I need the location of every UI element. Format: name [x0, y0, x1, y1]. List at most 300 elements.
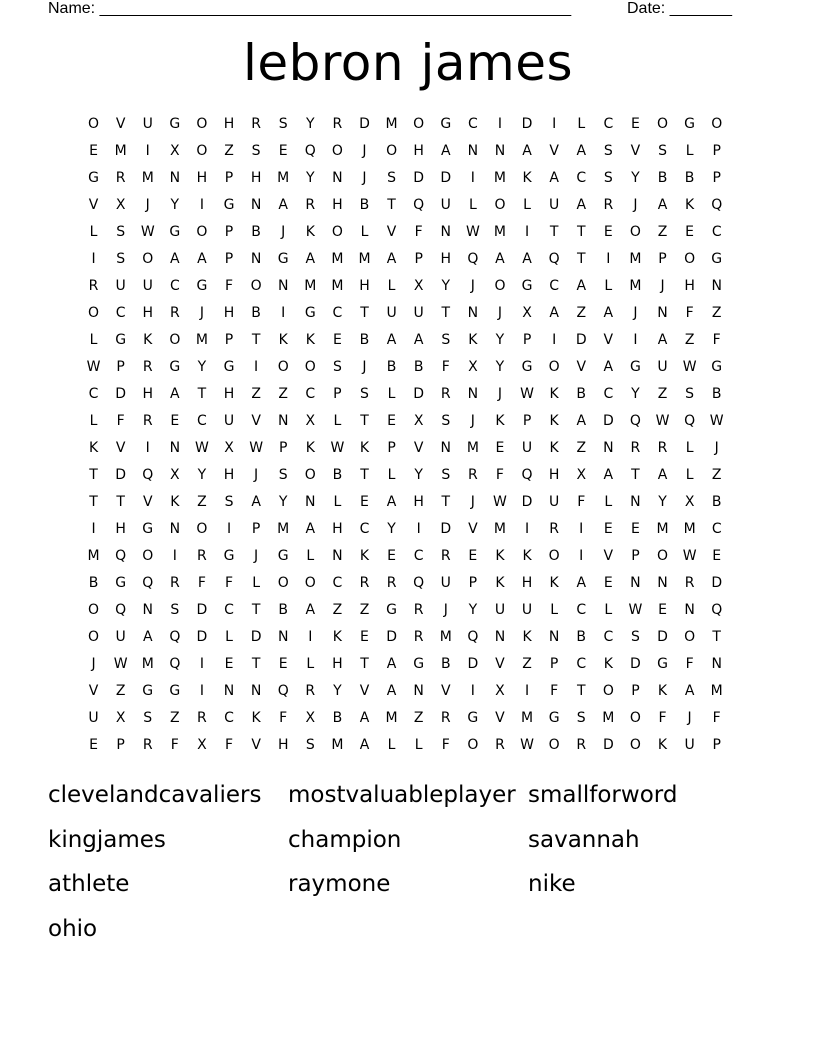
- grid-letter: U: [88, 710, 99, 726]
- header-row: [48, 0, 748, 20]
- grid-letter: J: [443, 602, 448, 618]
- word-bank-item: raymone: [288, 871, 391, 897]
- grid-letter: H: [115, 521, 126, 537]
- grid-letter: S: [224, 494, 234, 510]
- grid-letter: M: [331, 278, 344, 294]
- grid-letter: L: [685, 440, 694, 456]
- grid-row: [80, 707, 736, 734]
- grid-letter: R: [413, 602, 424, 618]
- grid-letter: O: [277, 575, 289, 591]
- grid-letter: R: [495, 737, 505, 753]
- grid-letter: R: [88, 278, 99, 294]
- grid-letter: Q: [169, 629, 181, 645]
- grid-letter: Y: [197, 359, 207, 375]
- grid-letter: N: [467, 305, 479, 321]
- grid-letter: C: [603, 116, 614, 132]
- grid-letter: S: [251, 143, 261, 159]
- grid-letter: A: [305, 521, 316, 537]
- grid-letter: X: [522, 305, 532, 321]
- grid-letter: E: [89, 737, 98, 753]
- grid-letter: K: [657, 683, 668, 699]
- grid-row: [80, 140, 736, 167]
- grid-letter: R: [657, 440, 668, 456]
- grid-letter: L: [604, 494, 613, 510]
- grid-letter: H: [332, 197, 343, 213]
- grid-letter: T: [360, 413, 369, 429]
- grid-letter: X: [684, 494, 695, 510]
- grid-letter: I: [470, 170, 475, 186]
- grid-letter: O: [250, 278, 262, 294]
- grid-letter: T: [549, 224, 559, 240]
- grid-letter: X: [170, 467, 180, 483]
- grid-letter: I: [199, 656, 204, 672]
- grid-letter: M: [277, 170, 290, 186]
- grid-letter: A: [386, 494, 397, 510]
- grid-letter: T: [197, 386, 207, 402]
- grid-letter: O: [467, 737, 479, 753]
- grid-letter: Q: [304, 143, 316, 159]
- grid-row: [80, 329, 736, 356]
- name-field-label[interactable]: Name: _____________________________________________________: [48, 0, 572, 17]
- grid-letter: Q: [629, 413, 641, 429]
- letter-grid: [80, 113, 736, 761]
- grid-letter: H: [332, 656, 343, 672]
- grid-letter: S: [116, 251, 126, 267]
- grid-letter: F: [495, 467, 504, 483]
- grid-letter: V: [603, 332, 614, 348]
- grid-letter: W: [682, 548, 697, 564]
- grid-letter: I: [497, 116, 503, 132]
- grid-letter: D: [196, 602, 208, 618]
- grid-letter: L: [333, 413, 342, 429]
- grid-letter: A: [359, 737, 370, 753]
- grid-letter: P: [468, 575, 478, 591]
- grid-letter: R: [549, 521, 559, 537]
- grid-letter: M: [602, 710, 615, 726]
- grid-letter: M: [385, 116, 398, 132]
- grid-letter: K: [278, 332, 288, 348]
- grid-letter: L: [89, 224, 98, 240]
- grid-letter: Q: [115, 602, 127, 618]
- grid-letter: R: [332, 116, 343, 132]
- grid-letter: F: [712, 332, 721, 348]
- date-field-label[interactable]: Date: _______: [627, 0, 732, 17]
- grid-letter: R: [359, 575, 370, 591]
- grid-letter: I: [91, 521, 96, 537]
- grid-letter: Y: [278, 494, 288, 510]
- grid-letter: W: [330, 440, 345, 456]
- grid-letter: L: [333, 494, 342, 510]
- grid-letter: U: [549, 197, 560, 213]
- grid-letter: U: [142, 116, 153, 132]
- grid-letter: F: [224, 278, 234, 294]
- grid-letter: E: [630, 521, 640, 537]
- grid-letter: R: [169, 575, 180, 591]
- grid-letter: E: [360, 629, 369, 645]
- grid-letter: O: [629, 224, 641, 240]
- grid-letter: Y: [306, 116, 315, 132]
- grid-letter: S: [143, 710, 153, 726]
- grid-letter: W: [249, 440, 264, 456]
- grid-letter: T: [576, 251, 586, 267]
- grid-letter: B: [576, 386, 587, 402]
- grid-letter: C: [603, 386, 614, 402]
- grid-letter: R: [142, 413, 153, 429]
- grid-letter: E: [603, 224, 613, 240]
- grid-letter: R: [197, 710, 207, 726]
- grid-letter: F: [712, 710, 721, 726]
- grid-letter: C: [603, 629, 614, 645]
- grid-letter: I: [145, 143, 150, 159]
- grid-letter: O: [548, 737, 560, 753]
- grid-letter: G: [223, 548, 235, 564]
- grid-letter: G: [277, 251, 289, 267]
- grid-letter: M: [439, 629, 452, 645]
- grid-letter: Y: [387, 521, 396, 537]
- grid-letter: N: [494, 143, 506, 159]
- grid-row: [80, 464, 736, 491]
- grid-letter: N: [332, 170, 343, 186]
- grid-letter: B: [657, 170, 668, 186]
- grid-letter: G: [711, 359, 723, 375]
- grid-letter: K: [359, 548, 370, 564]
- grid-letter: C: [467, 116, 478, 132]
- grid-letter: N: [467, 386, 479, 402]
- grid-letter: J: [362, 170, 367, 186]
- grid-row: [80, 113, 736, 140]
- grid-letter: P: [522, 413, 532, 429]
- grid-letter: L: [550, 602, 559, 618]
- grid-letter: B: [332, 467, 343, 483]
- grid-letter: D: [657, 629, 668, 645]
- grid-letter: Q: [277, 683, 289, 699]
- grid-letter: Y: [631, 170, 640, 186]
- grid-letter: J: [633, 197, 638, 213]
- grid-letter: Z: [170, 710, 180, 726]
- grid-letter: P: [387, 440, 396, 456]
- grid-letter: R: [440, 386, 451, 402]
- grid-letter: G: [657, 656, 668, 672]
- grid-letter: E: [170, 413, 180, 429]
- grid-letter: N: [494, 629, 506, 645]
- grid-letter: O: [304, 359, 316, 375]
- grid-letter: Z: [657, 224, 668, 240]
- grid-letter: I: [416, 521, 421, 537]
- grid-letter: V: [468, 521, 478, 537]
- grid-letter: N: [440, 224, 451, 240]
- grid-letter: B: [359, 197, 370, 213]
- grid-letter: P: [224, 224, 234, 240]
- grid-letter: J: [633, 305, 638, 321]
- grid-letter: R: [684, 575, 695, 591]
- grid-row: [80, 653, 736, 680]
- grid-letter: F: [170, 737, 179, 753]
- grid-letter: G: [629, 359, 641, 375]
- grid-letter: A: [522, 143, 532, 159]
- grid-letter: U: [494, 602, 506, 618]
- grid-letter: J: [362, 359, 367, 375]
- grid-letter: L: [360, 224, 369, 240]
- grid-letter: P: [333, 386, 342, 402]
- grid-row: [80, 248, 736, 275]
- grid-letter: V: [630, 143, 641, 159]
- grid-letter: P: [658, 251, 667, 267]
- puzzle-title: lebron james: [242, 34, 574, 92]
- grid-letter: X: [197, 737, 207, 753]
- grid-letter: E: [360, 494, 369, 510]
- grid-letter: R: [142, 737, 153, 753]
- grid-letter: C: [549, 278, 560, 294]
- grid-letter: P: [631, 548, 640, 564]
- grid-letter: V: [88, 197, 99, 213]
- word-bank-item: kingjames: [48, 826, 166, 853]
- grid-letter: R: [467, 467, 478, 483]
- grid-letter: R: [440, 548, 451, 564]
- grid-letter: X: [305, 710, 316, 726]
- grid-letter: E: [630, 116, 640, 132]
- grid-letter: P: [116, 359, 125, 375]
- grid-letter: N: [603, 440, 614, 456]
- grid-letter: F: [224, 737, 234, 753]
- grid-letter: Z: [711, 467, 722, 483]
- grid-letter: K: [657, 737, 668, 753]
- grid-letter: L: [685, 467, 694, 483]
- grid-row: [80, 626, 736, 653]
- grid-letter: O: [88, 629, 100, 645]
- grid-letter: B: [711, 386, 722, 402]
- grid-letter: E: [387, 413, 396, 429]
- grid-letter: I: [254, 359, 259, 375]
- grid-letter: N: [250, 251, 262, 267]
- grid-letter: A: [386, 683, 397, 699]
- grid-letter: Y: [197, 467, 207, 483]
- grid-letter: V: [495, 710, 505, 726]
- word-bank-item: smallforword: [528, 782, 678, 808]
- grid-letter: K: [522, 170, 532, 186]
- grid-letter: M: [141, 656, 154, 672]
- grid-letter: N: [467, 143, 479, 159]
- grid-letter: T: [89, 494, 98, 510]
- grid-letter: T: [360, 467, 369, 483]
- grid-row: [80, 437, 736, 464]
- grid-letter: C: [576, 602, 587, 618]
- grid-letter: P: [116, 737, 125, 753]
- grid-letter: G: [196, 278, 208, 294]
- grid-row: [80, 491, 736, 518]
- grid-letter: S: [360, 386, 369, 402]
- grid-letter: A: [657, 197, 668, 213]
- grid-letter: A: [142, 629, 153, 645]
- grid-letter: Y: [658, 494, 667, 510]
- grid-letter: M: [629, 251, 642, 267]
- grid-letter: G: [169, 116, 181, 132]
- grid-letter: G: [711, 251, 723, 267]
- grid-letter: K: [522, 548, 532, 564]
- grid-letter: Z: [197, 494, 207, 510]
- grid-letter: W: [113, 656, 128, 672]
- grid-letter: G: [169, 359, 181, 375]
- grid-letter: D: [602, 737, 614, 753]
- grid-letter: N: [277, 413, 289, 429]
- grid-letter: A: [576, 575, 587, 591]
- grid-letter: D: [440, 170, 452, 186]
- grid-letter: D: [630, 656, 641, 672]
- word-bank-item: mostvaluableplayer: [288, 782, 516, 808]
- grid-letter: V: [576, 359, 587, 375]
- grid-letter: C: [359, 521, 370, 537]
- grid-letter: A: [386, 332, 397, 348]
- grid-letter: A: [603, 359, 614, 375]
- grid-letter: N: [277, 629, 289, 645]
- grid-letter: T: [576, 224, 586, 240]
- grid-row: [80, 167, 736, 194]
- grid-letter: V: [359, 683, 370, 699]
- grid-letter: D: [115, 386, 127, 402]
- grid-letter: O: [684, 629, 696, 645]
- grid-letter: L: [685, 143, 694, 159]
- grid-letter: E: [495, 440, 505, 456]
- grid-row: [80, 275, 736, 302]
- grid-letter: J: [91, 656, 96, 672]
- grid-letter: T: [441, 305, 451, 321]
- grid-letter: O: [304, 467, 316, 483]
- grid-letter: Q: [142, 467, 154, 483]
- grid-letter: G: [521, 278, 533, 294]
- grid-letter: P: [549, 656, 559, 672]
- grid-letter: V: [251, 413, 261, 429]
- grid-letter: Q: [711, 602, 723, 618]
- grid-letter: M: [141, 170, 154, 186]
- grid-letter: A: [603, 467, 614, 483]
- grid-letter: O: [142, 548, 154, 564]
- grid-letter: Q: [467, 629, 479, 645]
- grid-letter: K: [549, 575, 559, 591]
- grid-letter: F: [550, 683, 559, 699]
- grid-letter: J: [687, 710, 692, 726]
- grid-letter: O: [494, 197, 506, 213]
- grid-letter: Z: [413, 710, 424, 726]
- grid-letter: N: [413, 683, 424, 699]
- grid-letter: H: [142, 386, 153, 402]
- grid-letter: B: [684, 170, 695, 186]
- grid-letter: H: [223, 467, 235, 483]
- grid-letter: R: [386, 575, 397, 591]
- grid-letter: I: [633, 332, 638, 348]
- grid-letter: R: [251, 116, 261, 132]
- word-bank-item: nike: [528, 871, 576, 897]
- grid-letter: L: [468, 197, 477, 213]
- grid-letter: O: [657, 548, 669, 564]
- grid-letter: V: [549, 143, 559, 159]
- grid-letter: W: [86, 359, 101, 375]
- grid-letter: Q: [142, 575, 154, 591]
- grid-letter: K: [251, 710, 261, 726]
- grid-row: [80, 410, 736, 437]
- grid-letter: H: [440, 251, 452, 267]
- grid-letter: K: [549, 440, 559, 456]
- grid-letter: Z: [359, 602, 370, 618]
- grid-letter: A: [386, 656, 397, 672]
- grid-letter: H: [413, 143, 424, 159]
- grid-letter: L: [604, 602, 613, 618]
- grid-letter: T: [712, 629, 721, 645]
- grid-letter: L: [387, 737, 396, 753]
- grid-letter: H: [413, 494, 424, 510]
- grid-letter: Q: [169, 656, 181, 672]
- grid-letter: R: [115, 170, 126, 186]
- grid-letter: A: [576, 413, 587, 429]
- grid-letter: E: [468, 548, 478, 564]
- grid-letter: K: [143, 332, 153, 348]
- grid-letter: N: [440, 440, 451, 456]
- grid-letter: L: [306, 548, 315, 564]
- grid-letter: N: [332, 548, 343, 564]
- grid-letter: C: [305, 386, 316, 402]
- grid-letter: W: [140, 224, 155, 240]
- grid-letter: S: [116, 224, 126, 240]
- grid-letter: D: [521, 116, 533, 132]
- grid-letter: R: [197, 548, 207, 564]
- grid-letter: M: [87, 548, 100, 564]
- grid-letter: T: [251, 656, 261, 672]
- grid-letter: K: [495, 548, 505, 564]
- grid-letter: Z: [251, 386, 261, 402]
- grid-letter: O: [494, 278, 506, 294]
- grid-letter: Q: [548, 251, 560, 267]
- grid-letter: F: [577, 494, 586, 510]
- grid-letter: U: [657, 359, 668, 375]
- grid-letter: O: [196, 143, 208, 159]
- grid-letter: Q: [521, 467, 533, 483]
- grid-letter: E: [712, 548, 722, 564]
- grid-letter: D: [359, 116, 370, 132]
- grid-letter: D: [602, 413, 614, 429]
- grid-letter: D: [115, 467, 127, 483]
- grid-letter: S: [441, 467, 451, 483]
- grid-letter: T: [631, 467, 640, 483]
- grid-letter: D: [521, 494, 533, 510]
- grid-letter: D: [467, 656, 479, 672]
- grid-letter: V: [386, 224, 397, 240]
- grid-letter: K: [685, 197, 695, 213]
- grid-letter: J: [199, 305, 204, 321]
- grid-letter: K: [359, 440, 370, 456]
- grid-letter: B: [576, 629, 587, 645]
- grid-letter: A: [386, 251, 397, 267]
- grid-letter: V: [603, 548, 614, 564]
- grid-letter: J: [281, 224, 286, 240]
- grid-letter: T: [576, 683, 586, 699]
- grid-letter: B: [332, 710, 343, 726]
- grid-letter: C: [169, 278, 180, 294]
- grid-letter: I: [579, 548, 584, 564]
- grid-letter: L: [523, 197, 531, 213]
- grid-letter: T: [116, 494, 125, 510]
- grid-letter: N: [169, 521, 181, 537]
- grid-letter: I: [145, 440, 150, 456]
- grid-letter: U: [386, 305, 397, 321]
- grid-letter: M: [114, 143, 127, 159]
- grid-letter: H: [250, 170, 262, 186]
- grid-row: [80, 221, 736, 248]
- grid-letter: A: [684, 683, 695, 699]
- grid-letter: O: [629, 737, 641, 753]
- grid-letter: O: [196, 521, 208, 537]
- grid-letter: O: [304, 575, 316, 591]
- grid-letter: R: [630, 440, 641, 456]
- grid-letter: R: [305, 683, 316, 699]
- grid-row: [80, 356, 736, 383]
